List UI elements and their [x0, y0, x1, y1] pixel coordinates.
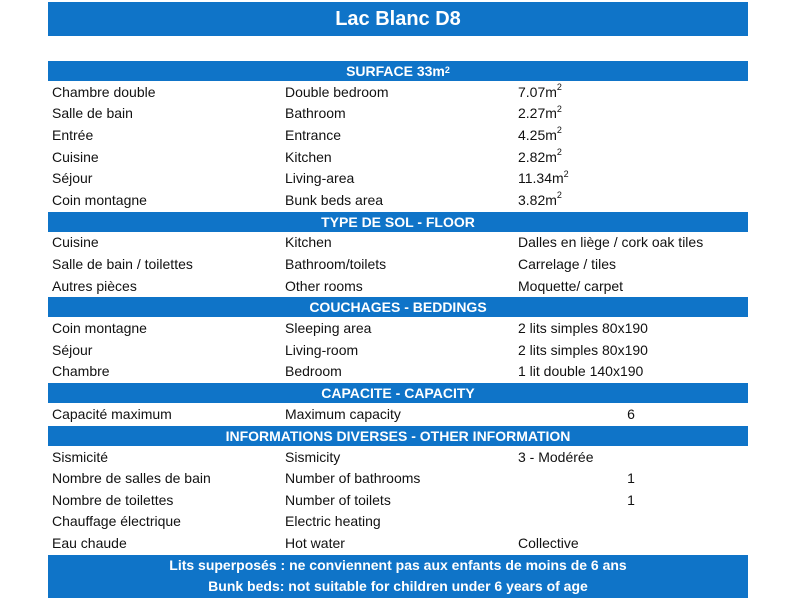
table-row	[48, 146, 748, 168]
cell-value: 2 lits simples 80x190	[518, 320, 648, 337]
value-text: 4.25m	[518, 126, 557, 143]
cell-value	[514, 192, 748, 208]
cell-en: Sismicity	[285, 448, 341, 465]
cell-fr: Coin montagne	[52, 191, 147, 208]
section-header-other-information: INFORMATIONS DIVERSES - OTHER INFORMATION	[48, 425, 748, 446]
value-text: 7.07m	[518, 83, 557, 100]
superscript: 2	[563, 168, 569, 179]
table-row	[48, 167, 748, 189]
superscript: 2	[556, 103, 562, 114]
cell-fr: Séjour	[52, 170, 93, 187]
section-header-surface: SURFACE 33m $^2$	[48, 60, 748, 81]
cell-fr: Nombre de salles de bain	[52, 470, 211, 487]
superscript: 2	[556, 82, 562, 93]
cell-fr: Cuisine	[52, 148, 99, 165]
warning-text-en: Bunk beds: not suitable for children under 6 years of age	[208, 578, 588, 595]
cell-en: Number of bathrooms	[285, 470, 421, 487]
cell-fr: Entrée	[52, 126, 94, 143]
cell-value	[514, 105, 748, 121]
cell-en: Bathroom/toilets	[285, 255, 387, 272]
cell-value: Carrelage / tiles	[518, 255, 617, 272]
table-row	[48, 103, 748, 125]
table-row	[48, 403, 748, 425]
cell-value: 6	[627, 405, 635, 422]
cell-en: Maximum capacity	[285, 405, 401, 422]
table-row	[48, 361, 748, 383]
cell-en: Electric heating	[285, 513, 381, 530]
cell-en: Bunk beds area	[285, 191, 384, 208]
superscript: 2	[556, 125, 562, 136]
table-row	[48, 339, 748, 361]
section-header-floor: TYPE DE SOL - FLOOR	[48, 211, 748, 232]
cell-en: Hot water	[285, 534, 345, 551]
cell-value	[514, 127, 748, 143]
cell-en: Number of toilets	[285, 491, 391, 508]
table-row	[48, 232, 748, 254]
table-row	[48, 275, 748, 297]
cell-fr: Chambre double	[52, 83, 156, 100]
warning-text-fr: Lits superposés : ne conviennent pas aux enfants de moins de 6 ans	[169, 557, 627, 574]
cell-fr: Chambre	[52, 363, 110, 380]
cell-en: Living-room	[285, 341, 359, 358]
table-row	[48, 489, 748, 511]
table-row	[48, 253, 748, 275]
value-text: 3.82m	[518, 191, 557, 208]
cell-value: 1	[627, 491, 635, 508]
cell-value	[514, 84, 748, 100]
page-title: Lac Blanc D8	[48, 2, 748, 36]
cell-value: 3 - Modérée	[518, 448, 594, 465]
cell-en: Double bedroom	[285, 83, 389, 100]
info-sheet	[48, 2, 748, 598]
cell-en: Other rooms	[285, 277, 363, 294]
section-title: SURFACE 33m	[346, 63, 445, 79]
cell-fr: Salle de bain	[52, 105, 133, 122]
cell-value: Moquette/ carpet	[518, 277, 624, 294]
cell-value: Dalles en liège / cork oak tiles	[518, 234, 704, 251]
cell-en: Living-area	[285, 170, 355, 187]
cell-fr: Cuisine	[52, 234, 99, 251]
cell-en: Bedroom	[285, 363, 342, 380]
value-text: 11.34m	[518, 170, 564, 187]
cell-value	[514, 146, 748, 165]
table-row	[48, 81, 748, 103]
cell-en: Bathroom	[285, 105, 346, 122]
cell-fr: Capacité maximum	[52, 405, 172, 422]
cell-value: Collective	[518, 534, 579, 551]
cell-fr: Autres pièces	[52, 277, 137, 294]
cell-en: Entrance	[285, 126, 342, 143]
table-row	[48, 467, 748, 489]
cell-fr: Eau chaude	[52, 534, 127, 551]
section-header-capacity: CAPACITE - CAPACITY	[48, 382, 748, 403]
cell-value	[514, 170, 748, 186]
cell-fr: Chauffage électrique	[52, 513, 181, 530]
cell-fr: Nombre de toilettes	[52, 491, 174, 508]
cell-value: 1 lit double 140x190	[518, 363, 644, 380]
table-row	[48, 532, 748, 554]
bunk-bed-warning	[48, 554, 748, 598]
table-row	[48, 317, 748, 339]
section-header-beddings: COUCHAGES - BEDDINGS	[48, 296, 748, 317]
value-text: 2.27m	[518, 105, 557, 122]
cell-en: Kitchen	[285, 148, 332, 165]
table-row	[48, 124, 748, 146]
cell-fr: Séjour	[52, 341, 93, 358]
cell-en: Sleeping area	[285, 320, 372, 337]
value-text: 2.82m	[518, 148, 557, 165]
cell-fr: Coin montagne	[52, 320, 147, 337]
cell-value: 1	[627, 470, 635, 487]
cell-fr: Salle de bain / toilettes	[52, 255, 193, 272]
superscript: 2	[556, 190, 562, 201]
table-row	[48, 189, 748, 211]
table-row	[48, 446, 748, 468]
cell-en: Kitchen	[285, 234, 332, 251]
spacer	[48, 36, 748, 60]
cell-fr: Sismicité	[52, 448, 109, 465]
cell-value: 2 lits simples 80x190	[518, 341, 648, 358]
superscript: 2	[556, 146, 562, 157]
table-row	[48, 511, 748, 533]
